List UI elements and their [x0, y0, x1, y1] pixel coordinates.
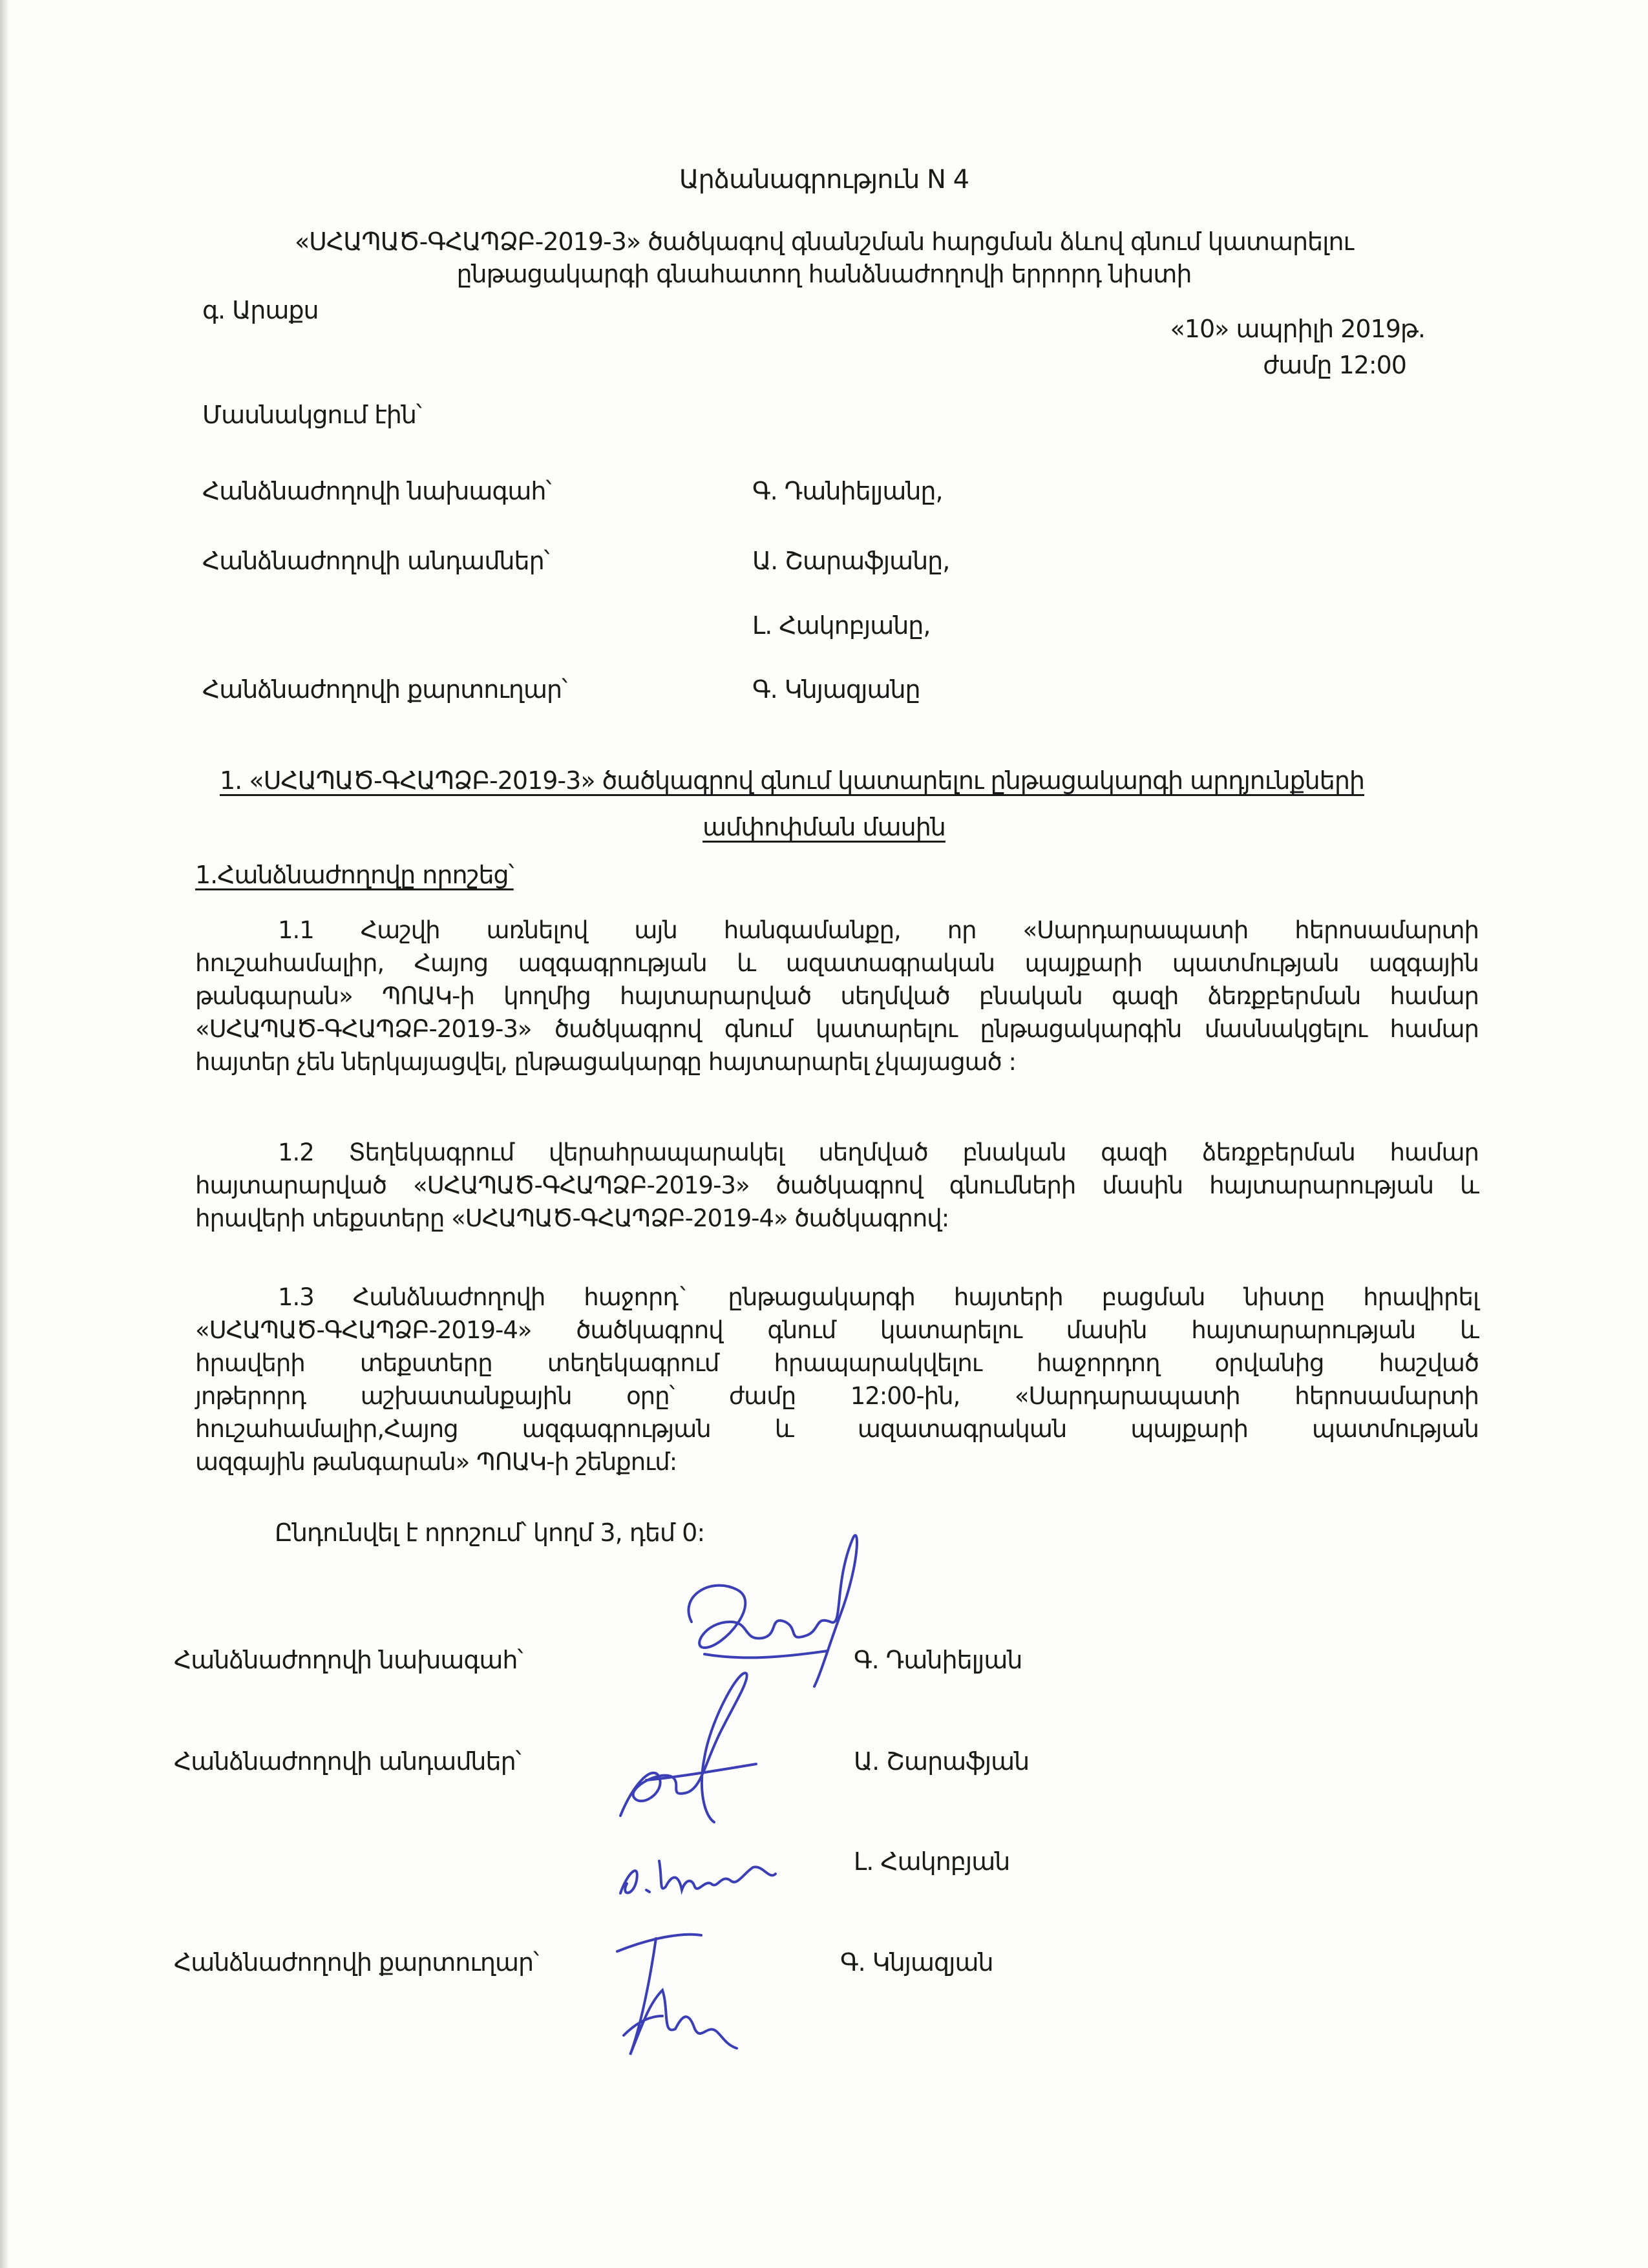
paragraph-line: հայտարարված «ՍՀԱՊԱԾ-ԳՀԱՊՁԲ-2019-3» ծածկագրով գնումների մասին հայտարարության և	[195, 1171, 1479, 1199]
decision-heading: 1.Հանձնաժողովը որոշեց՝	[195, 861, 514, 889]
signature-name: Գ. Դանիելյան	[854, 1646, 1022, 1674]
paragraph-line: հայտեր չեն ներկայացվել, ընթացակարգը հայտարարել չկայացած :	[195, 1048, 1016, 1076]
paragraph-line: «ՍՀԱՊԱԾ-ԳՀԱՊՁԲ-2019-4» ծածկագրով գնում կատարելու մասին հայտարարության և	[195, 1316, 1479, 1344]
signature-hakobyan	[607, 1835, 801, 1906]
section-heading: 1. «ՍՀԱՊԱԾ-ԳՀԱՊՁԲ-2019-3» ծածկագրով գնում կատարելու ընթացակարգի արդյունքների	[220, 766, 1364, 795]
signature-name: Գ. Կնյազյան	[840, 1948, 993, 1977]
signature-sharafyan	[607, 1667, 776, 1829]
signature-name: Ա. Շարաֆյան	[854, 1747, 1030, 1776]
paragraph-line: «ՍՀԱՊԱԾ-ԳՀԱՊՁԲ-2019-3» ծածկագրով գնում կատարելու ընթացակարգին մասնակցելու համար	[195, 1015, 1479, 1043]
time: ժամը 12:00	[1263, 351, 1406, 379]
signature-name: Լ. Հակոբյան	[854, 1847, 1010, 1876]
date: «10» ապրիլի 2019թ.	[1170, 315, 1425, 343]
signature-role: Հանձնաժողովի քարտուղար՝	[174, 1948, 539, 1977]
signature-role: Հանձնաժողովի նախագահ՝	[174, 1646, 523, 1674]
paragraph-line: 1.1 Հաշվի առնելով այն հանգամանքը, որ «Սարդարապատի հերոսամարտի	[278, 916, 1479, 944]
subtitle-line: ընթացակարգի գնահատող հանձնաժողովի երրորդ նիստի	[456, 260, 1192, 288]
paragraph-line: 1.2 Տեղեկագրում վերահրապարակել սեղմված բնական գազի ձեռքբերման համար	[278, 1139, 1479, 1166]
paragraph-line: հրավերի տեքստերը տեղեկագրում հրապարակվելու հաջորդող օրվանից հաշված	[195, 1349, 1479, 1377]
participant-role: Հանձնաժողովի քարտուղար՝	[202, 675, 567, 704]
place: գ. Արաքս	[202, 296, 319, 324]
participant-role: Հանձնաժողովի նախագահ՝	[202, 477, 551, 505]
participant-name: Գ. Դանիելյանը,	[752, 477, 943, 505]
participant-name: Գ. Կնյազյանը	[752, 675, 920, 704]
paragraph-line: 1.3 Հանձնաժողովի հաջորդ` ընթացակարգի հայտերի բացման նիստը հրավիրել	[278, 1283, 1479, 1311]
paragraph-line: յոթերորդ աշխատանքային օրը՝ ժամը 12:00-ին, «Սարդարապատի հերոսամարտի	[195, 1382, 1479, 1410]
participant-name: Ա. Շարաֆյանը,	[752, 547, 950, 575]
paragraph-line: թանգարան» ՊՈԱԿ-ի կողմից հայտարարված սեղմված բնական գազի ձեռքբերման համար	[195, 982, 1479, 1010]
participant-role: Հանձնաժողովի անդամներ՝	[202, 547, 549, 575]
signature-knyazyan	[611, 1926, 759, 2061]
participants-intro: Մասնակցում էին՝	[202, 401, 421, 429]
vote-result: Ընդունվել է որոշում՝ կողմ 3, դեմ 0:	[275, 1518, 705, 1547]
section-heading: ամփոփման մասին	[703, 813, 945, 841]
scan-edge	[0, 0, 9, 2268]
paragraph-line: ազգային թանգարան» ՊՈԱԿ-ի շենքում:	[195, 1448, 677, 1476]
paragraph-line: հրավերի տեքստերը «ՍՀԱՊԱԾ-ԳՀԱՊՁԲ-2019-4» ծածկագրով:	[195, 1204, 949, 1232]
paragraph-line: հուշահամալիր,Հայոց ազգագրության և ազատագրական պայքարի պատմության	[195, 1415, 1479, 1443]
document-title: Արձանագրություն N 4	[679, 165, 969, 194]
participant-name: Լ. Հակոբյանը,	[752, 611, 931, 640]
paragraph-line: հուշահամալիր, Հայոց ազգագրության և ազատագրական պայքարի պատմության ազգային	[195, 949, 1479, 977]
subtitle-line: «ՍՀԱՊԱԾ-ԳՀԱՊՁԲ-2019-3» ծածկագով գնանշման հարցման ձևով գնում կատարելու	[294, 227, 1354, 256]
signature-role: Հանձնաժողովի անդամներ՝	[174, 1747, 521, 1776]
